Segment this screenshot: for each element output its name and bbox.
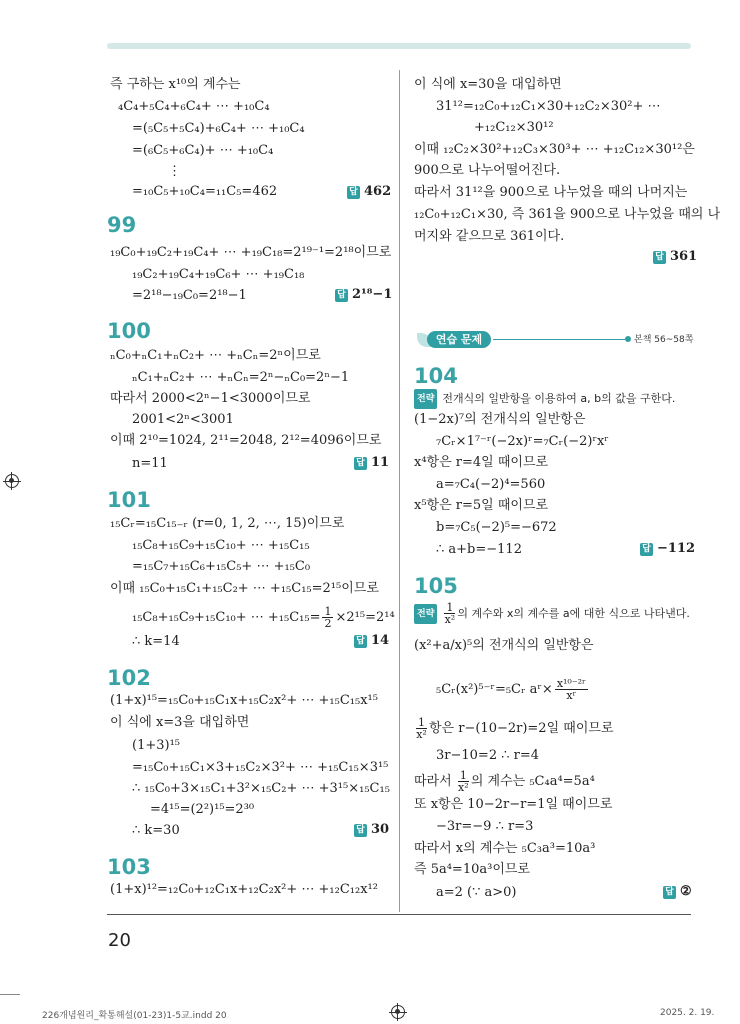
text-line: 따라서 2000<2ⁿ−1<3000이므로 [110, 391, 311, 406]
math-line: 2001<2ⁿ<3001 [132, 412, 234, 427]
fraction-denominator: 2 [324, 617, 332, 630]
problem-number-100: 100 [107, 319, 151, 343]
math-line: ₙC₀+ₙC₁+ₙC₂+ ⋯ +ₙCₙ=2ⁿ이므로 [110, 348, 321, 363]
math-line: n=11 [132, 456, 168, 471]
math-line: =(₆C₅+₆C₄)+ ⋯ +₁₀C₄ [132, 143, 274, 158]
binomial-expression: (x²+a/x)⁵ [414, 638, 473, 653]
math-line: ∴ k=30 [132, 823, 180, 838]
footer-file: 226개념원리_확통해설(01-23)1-5교.indd 20 [42, 1011, 227, 1021]
text-part: 따라서 [414, 774, 452, 789]
math-line: =4¹⁵=(2²)¹⁵=2³⁰ [150, 802, 255, 817]
problem-number-105: 105 [414, 574, 458, 598]
text-line: 즉 5a⁴=10a³이므로 [414, 862, 530, 877]
answer-badge: 답 [354, 635, 367, 648]
text-line: ₁₂C₀+₁₂C₁×30, 즉 361을 900으로 나누었을 때의 나 [414, 207, 721, 222]
text-line: 이때 ₁₅C₀+₁₅C₁+₁₅C₂+ ⋯ +₁₅C₁₅=2¹⁵이므로 [110, 581, 379, 596]
math-line: =₁₅C₇+₁₅C₆+₁₅C₅+ ⋯ +₁₅C₀ [132, 559, 311, 574]
fraction-numerator: 1 [324, 605, 332, 618]
problem-number-104: 104 [414, 364, 458, 388]
fraction [416, 717, 427, 740]
registration-mark-icon [391, 1005, 405, 1019]
math-line: ₁₅Cᵣ=₁₅C₁₅₋ᵣ (r=0, 1, 2, ⋯, 15)이므로 [110, 516, 345, 531]
math-line: ∴ ₁₅C₀+3×₁₅C₁+3²×₁₅C₂+ ⋯ +3¹⁵×₁₅C₁₅ [132, 781, 390, 796]
fraction-denominator: xʳ [566, 689, 577, 702]
answer-value: 11 [371, 455, 390, 470]
answer-value: 2¹⁸−1 [352, 287, 393, 302]
answer-intro [347, 184, 391, 199]
answer-badge: 답 [354, 457, 367, 470]
math-line: ₁₉C₂+₁₉C₄+₁₉C₆+ ⋯ +₁₉C₁₈ [132, 267, 305, 282]
math-line [414, 717, 614, 740]
text-part: 의 계수는 ₅C₄a⁴=5a⁴ [470, 774, 595, 789]
text-line: 900으로 나누어떨어진다. [414, 163, 561, 178]
math-part: ×2¹⁵=2¹⁴ [335, 610, 395, 625]
section-tab [413, 330, 493, 349]
column-divider [399, 70, 400, 912]
registration-mark-icon [5, 474, 19, 488]
answer-badge: 답 [354, 824, 367, 837]
fraction-denominator: x² [444, 613, 456, 626]
math-line: 31¹²=₁₂C₀+₁₂C₁×30+₁₂C₂×30²+ ⋯ [436, 99, 661, 114]
text-line: 이 식에 x=30을 대입하면 [414, 77, 562, 92]
math-line: 이때 ₁₂C₂×30²+₁₂C₃×30³+ ⋯ +₁₂C₁₂×30¹²은 [414, 142, 695, 157]
math-line: ⋮ [168, 164, 181, 179]
section-label: 연습 문제 [427, 331, 491, 348]
strategy-line [414, 602, 690, 625]
math-line: ∴ k=14 [132, 634, 180, 649]
math-line: (1−2x)⁷의 전개식의 일반항은 [414, 412, 586, 427]
math-line: −3r=−9 ∴ r=3 [436, 819, 534, 834]
top-decor-bar [107, 43, 691, 49]
text-line: x⁴항은 r=4일 때이므로 [414, 455, 549, 470]
math-line: b=₇C₅(−2)⁵=−672 [436, 520, 557, 535]
bullet-icon [625, 336, 631, 342]
answer-badge: 답 [663, 886, 676, 899]
text-part: 의 전개식의 일반항은 [472, 638, 594, 653]
math-part: ₁₅C₈+₁₅C₉+₁₅C₁₀+ ⋯ +₁₅C₁₅= [132, 610, 321, 625]
math-line [132, 606, 395, 629]
math-line: ₁₉C₀+₁₉C₂+₁₉C₄+ ⋯ +₁₉C₁₈=2¹⁹⁻¹=2¹⁸이므로 [110, 245, 392, 260]
fraction [444, 602, 455, 625]
strategy-badge: 전략 [414, 604, 437, 624]
section-rule [493, 339, 625, 340]
problem-number-101: 101 [107, 488, 151, 512]
bottom-rule [107, 914, 691, 915]
answer-badge: 답 [640, 543, 653, 556]
math-line: (1+x)¹⁵=₁₅C₀+₁₅C₁x+₁₅C₂x²+ ⋯ +₁₅C₁₅x¹⁵ [110, 693, 378, 708]
answer-badge: 답 [347, 186, 360, 199]
math-line [414, 770, 595, 793]
math-line: =₁₀C₅+₁₀C₄=₁₁C₅=462 [132, 184, 278, 199]
answer-value: ② [680, 884, 692, 899]
text-line: 이때 2¹⁰=1024, 2¹¹=2048, 2¹²=4096이므로 [110, 433, 382, 448]
strategy-badge: 전략 [414, 389, 437, 409]
strategy-text: 전개식의 일반항을 이용하여 a, b의 값을 구한다. [442, 392, 676, 405]
fraction-denominator: x² [458, 781, 469, 794]
math-line: +₁₂C₁₂×30¹² [474, 120, 554, 135]
fraction-numerator: 1 [446, 601, 454, 614]
answer-badge: 답 [653, 251, 666, 264]
math-line: ₁₅C₈+₁₅C₉+₁₅C₁₀+ ⋯ +₁₅C₁₅ [132, 538, 310, 553]
math-line: =(₅C₅+₅C₄)+₆C₄+ ⋯ +₁₀C₄ [132, 121, 305, 136]
math-line: a=₇C₄(−2)⁴=560 [436, 477, 546, 492]
answer-104 [640, 541, 695, 556]
fraction-denominator: x² [416, 728, 427, 741]
answer-103 [653, 249, 697, 264]
math-line: =₁₅C₀+₁₅C₁×3+₁₅C₂×3²+ ⋯ +₁₅C₁₅×3¹⁵ [132, 760, 389, 775]
math-line: ₄C₄+₅C₄+₆C₄+ ⋯ +₁₀C₄ [118, 99, 270, 114]
math-part: ₅Cᵣ(x²)⁵⁻ʳ [436, 682, 495, 697]
problem-number-102: 102 [107, 666, 151, 690]
text-line: x⁵항은 r=5일 때이므로 [414, 498, 549, 513]
text-line: 따라서 31¹²을 900으로 나누었을 때의 나머지는 [414, 185, 688, 200]
math-line [414, 637, 594, 655]
text-line: 따라서 x의 계수는 ₅C₃a³=10a³ [414, 841, 596, 856]
answer-value: 462 [364, 184, 392, 199]
math-line [436, 678, 590, 701]
text-line: 즉 구하는 x¹⁰의 계수는 [110, 77, 241, 92]
math-line: a=2 (∵ a>0) [436, 885, 517, 900]
fraction-numerator: 1 [418, 716, 425, 729]
math-line: 3r−10=2 ∴ r=4 [436, 748, 539, 763]
page-number: 20 [108, 930, 131, 951]
text-line: 또 x항은 10−2r−r=1일 때이므로 [414, 797, 613, 812]
answer-102 [354, 822, 389, 837]
text-line: 이 식에 x=3을 대입하면 [110, 715, 250, 730]
text-line: 머지와 같으므로 361이다. [414, 229, 565, 244]
footer-date: 2025. 2. 19. [660, 1008, 715, 1018]
math-part: =₅Cᵣ aʳ× [494, 682, 553, 697]
answer-99 [335, 287, 392, 302]
strategy-line [414, 389, 675, 409]
fraction-numerator: 1 [459, 769, 467, 782]
answer-value: −112 [657, 541, 696, 556]
math-line: =2¹⁸−₁₉C₀=2¹⁸−1 [132, 288, 247, 303]
math-line: ∴ a+b=−112 [436, 542, 522, 557]
answer-105 [663, 884, 692, 899]
answer-value: 361 [670, 249, 698, 264]
math-line: (1+3)¹⁵ [132, 738, 181, 753]
answer-value: 30 [371, 822, 390, 837]
text-part: 항은 r−(10−2r)=2일 때이므로 [429, 721, 614, 736]
answer-badge: 답 [335, 289, 348, 302]
answer-101 [354, 633, 389, 648]
math-line: ₙC₁+ₙC₂+ ⋯ +ₙCₙ=2ⁿ−ₙC₀=2ⁿ−1 [132, 370, 350, 385]
fraction-numerator: x¹⁰⁻²ʳ [556, 677, 586, 690]
fraction [458, 770, 469, 793]
problem-number-103: 103 [107, 855, 151, 879]
fraction [555, 678, 588, 701]
problem-number-99: 99 [107, 213, 137, 237]
math-line: (1+x)¹²=₁₂C₀+₁₂C₁x+₁₂C₂x²+ ⋯ +₁₂C₁₂x¹² [110, 882, 378, 897]
answer-100 [354, 455, 389, 470]
section-reference: 본책 56~58쪽 [634, 335, 694, 345]
fraction [322, 606, 333, 629]
math-line: ₇Cᵣ×1⁷⁻ʳ(−2x)ʳ=₇Cᵣ(−2)ʳxʳ [436, 434, 609, 449]
strategy-text: 의 계수와 x의 계수를 a에 대한 식으로 나타낸다. [457, 607, 690, 620]
answer-value: 14 [371, 633, 390, 648]
crop-mark [0, 994, 20, 995]
